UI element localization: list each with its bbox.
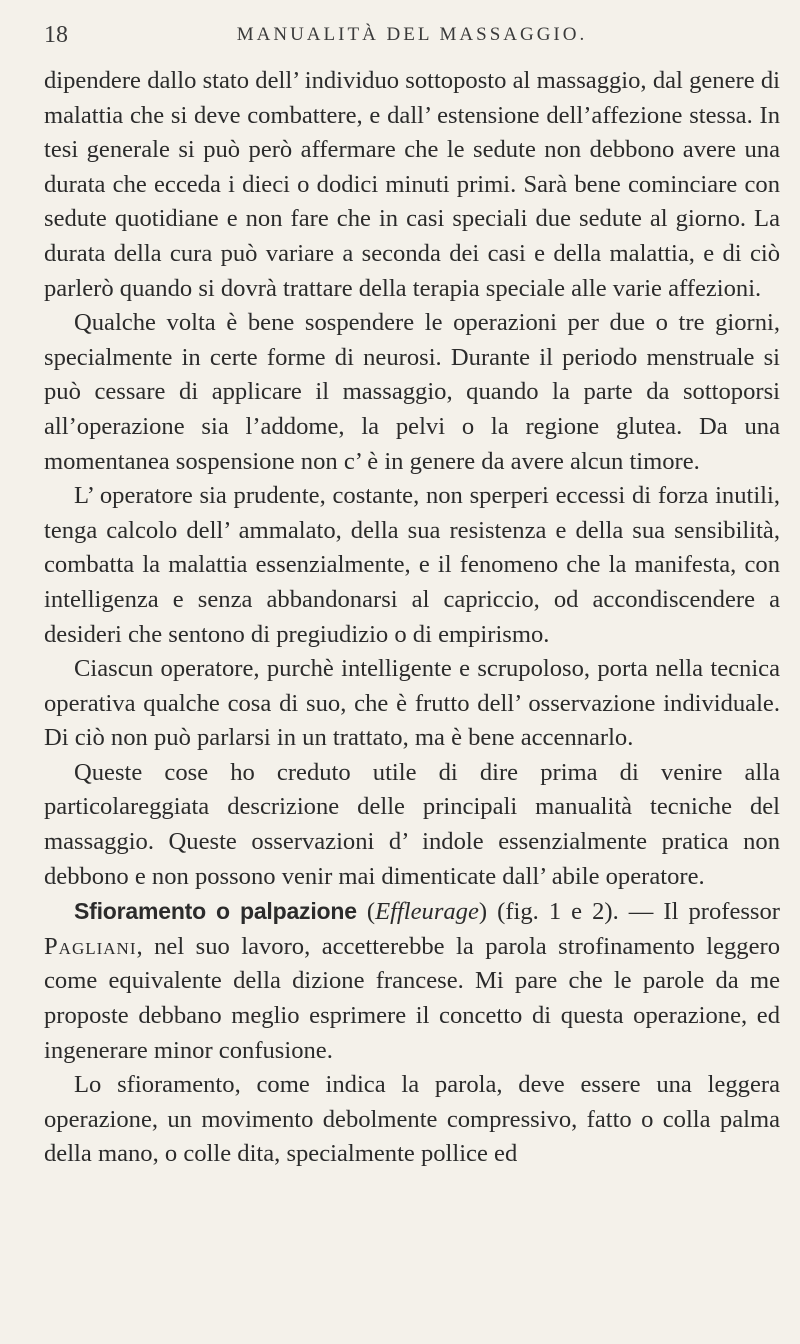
- page-number: 18: [44, 22, 68, 48]
- paragraph-effleurage: Sfioramento o palpazione (Effleurage) (fig. 1 e 2). — Il professor Pagliani, nel suo lavoro, accetterebbe la parola strofinamento leggero come equivalente della dizione francese. Mi pare che le parole da me proposte debbano meglio esprimere il concetto di questa operazione, ed ingenerare minor confusione.: [44, 898, 780, 1064]
- paragraph-sfioramento: Lo sfioramento, come indica la parola, deve essere una leggera operazione, un movimento debolmente compressivo, fatto o colla palma della mano, o colle dita, specialmente pollice ed: [44, 1071, 780, 1168]
- author-name: Pagliani: [44, 932, 137, 960]
- section-title: Sfioramento o palpazione: [74, 898, 357, 925]
- paragraph-operator: L’ operatore sia prudente, costante, non sperperi eccessi di forza inutili, tenga calcolo dell’ ammalato, della sua resistenza e della sua sensibilità, combatta la malattia essenzialmente, e il fenomeno che la manifesta, con intelligenza e senza abbandonarsi al capriccio, od accondiscendere a desideri che sentono di pregiudizio o di empirismo.: [44, 482, 780, 648]
- paragraph-individual-technique: Ciascun operatore, purchè intelligente e scrupoloso, porta nella tecnica operativa qualche cosa di suo, che è frutto dell’ osservazione individuale. Di ciò non può parlarsi in un trattato, ma è bene accennarlo.: [44, 655, 780, 752]
- body-text: [44, 64, 780, 1172]
- paragraph-suspension: Qualche volta è bene sospendere le operazioni per due o tre giorni, specialmente in certe forme di neurosi. Durante il periodo menstruale si può cessare di applicare il massaggio, quando la parte da sottoporsi all’operazione sia l’addome, la pelvi o la regione glutea. Da una momentanea sospensione non c’ è in genere da avere alcun timore.: [44, 309, 780, 475]
- section-text-before-name: (fig. 1 e 2). — Il professor: [497, 898, 780, 926]
- french-term: Effleurage: [375, 898, 479, 926]
- section-text-after-name: , nel suo lavoro, accetterebbe la parola strofinamento leggero come equivalente della dizione francese. Mi pare che le parole da me proposte debbano meglio esprimere il concetto di questa operazione, ed ingenerare minor confusione.: [44, 932, 780, 1064]
- running-head: MANUALITÀ DEL MASSAGGIO.: [236, 24, 588, 45]
- page-header: [44, 14, 780, 64]
- paragraph-continuation: dipendere dallo stato dell’ individuo sottoposto al massaggio, dal genere di malattia che si deve combattere, e dall’ estensione dell’affezione stessa. In tesi generale si può però affermare che le sedute non debbono avere una durata che ecceda i dieci o dodici minuti primi. Sarà bene cominciare con sedute quotidiane e non fare che in casi speciali due sedute al giorno. La durata della cura può variare a seconda dei casi e della malattia, e di ciò parlerò quando si dovrà trattare della terapia speciale alle varie affezioni.: [44, 67, 780, 302]
- paragraph-observations: Queste cose ho creduto utile di dire prima di venire alla particolareggiata descrizione delle principali manualità tecniche del massaggio. Queste osservazioni d’ indole essenzialmente pratica non debbono e non possono venir mai dimenticate dall’ abile operatore.: [44, 758, 780, 890]
